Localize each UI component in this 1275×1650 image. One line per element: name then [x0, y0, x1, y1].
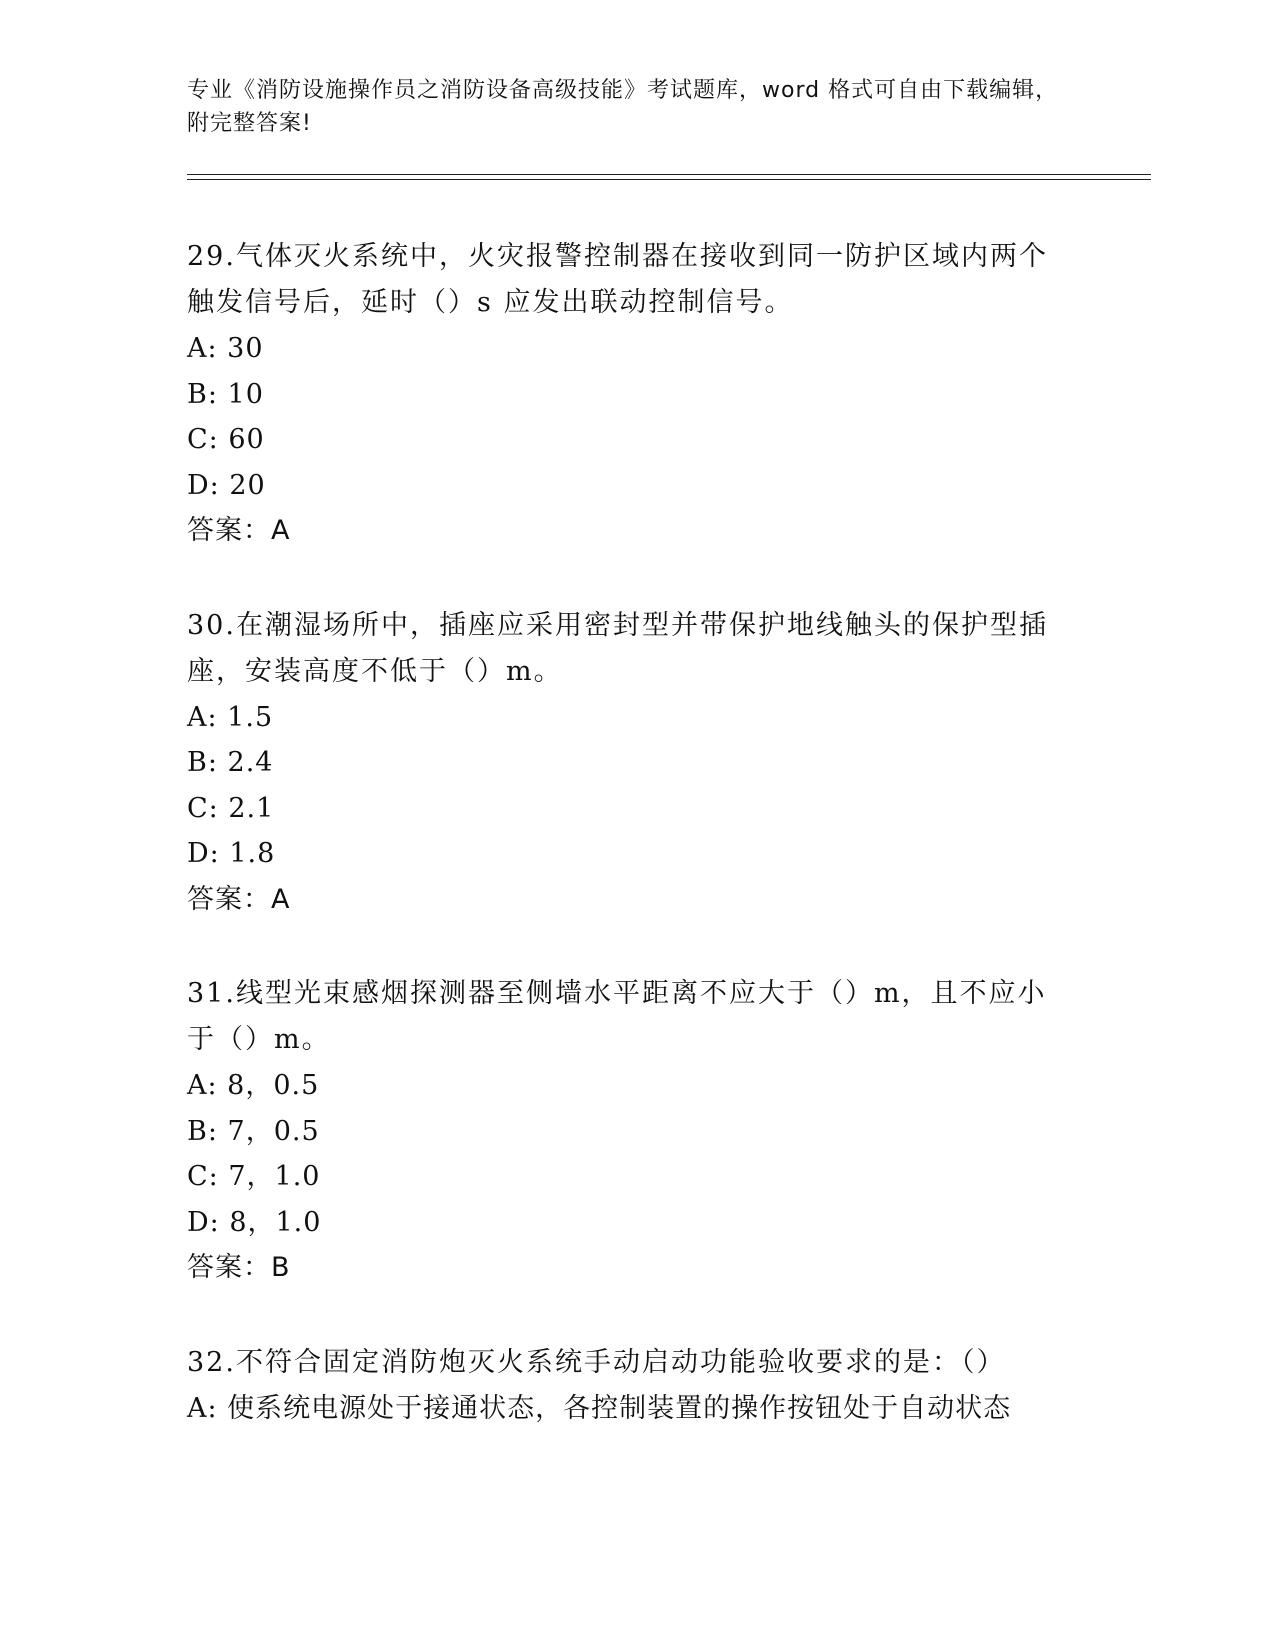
question-29: [187, 234, 1087, 554]
spacer: [187, 1291, 1087, 1340]
question-stem: 31.线型光束感烟探测器至侧墙水平距离不应大于（）m，且不应小于（）m。: [187, 978, 1047, 1055]
question-list: [187, 234, 1087, 1431]
option-c: C: 2.1: [187, 792, 275, 824]
option-c: C: 7，1.0: [187, 1161, 321, 1192]
question-31: [187, 971, 1087, 1291]
question-32: [187, 1340, 1087, 1432]
option-a: A: 8，0.5: [187, 1070, 320, 1101]
option-b: B: 2.4: [187, 747, 274, 778]
spacer: [187, 922, 1087, 971]
option-d: D: 20: [187, 469, 266, 501]
question-stem: 32.不符合固定消防炮灭火系统手动启动功能验收要求的是：（）: [187, 1346, 1006, 1378]
header-rule-top: [187, 174, 1151, 175]
option-a: A: 1.5: [187, 701, 274, 733]
option-d: D: 8，1.0: [187, 1206, 322, 1238]
spacer: [187, 554, 1087, 603]
answer: 答案：A: [187, 883, 291, 915]
answer: 答案：B: [187, 1252, 291, 1283]
answer: 答案：A: [187, 515, 291, 546]
question-stem: 29.气体灭火系统中，火灾报警控制器在接收到同一防护区域内两个触发信号后，延时（）s 应发出联动控制信号。: [187, 241, 1048, 318]
header-rule-bottom: [187, 179, 1151, 180]
option-c: C: 60: [187, 424, 265, 455]
option-b: B: 7，0.5: [187, 1115, 320, 1147]
option-b: B: 10: [187, 378, 264, 410]
option-a: A: 30: [187, 333, 264, 364]
document-header: 专业《消防设施操作员之消防设备高级技能》考试题库，word 格式可自由下载编辑，附完整答案!: [187, 78, 1059, 136]
question-stem: 30.在潮湿场所中，插座应采用密封型并带保护地线触头的保护型插座，安装高度不低于（）m。: [187, 609, 1048, 687]
option-a: A: 使系统电源处于接通状态，各控制装置的操作按钮处于自动状态: [187, 1392, 1012, 1424]
option-d: D: 1.8: [187, 838, 276, 869]
question-30: [187, 603, 1087, 923]
